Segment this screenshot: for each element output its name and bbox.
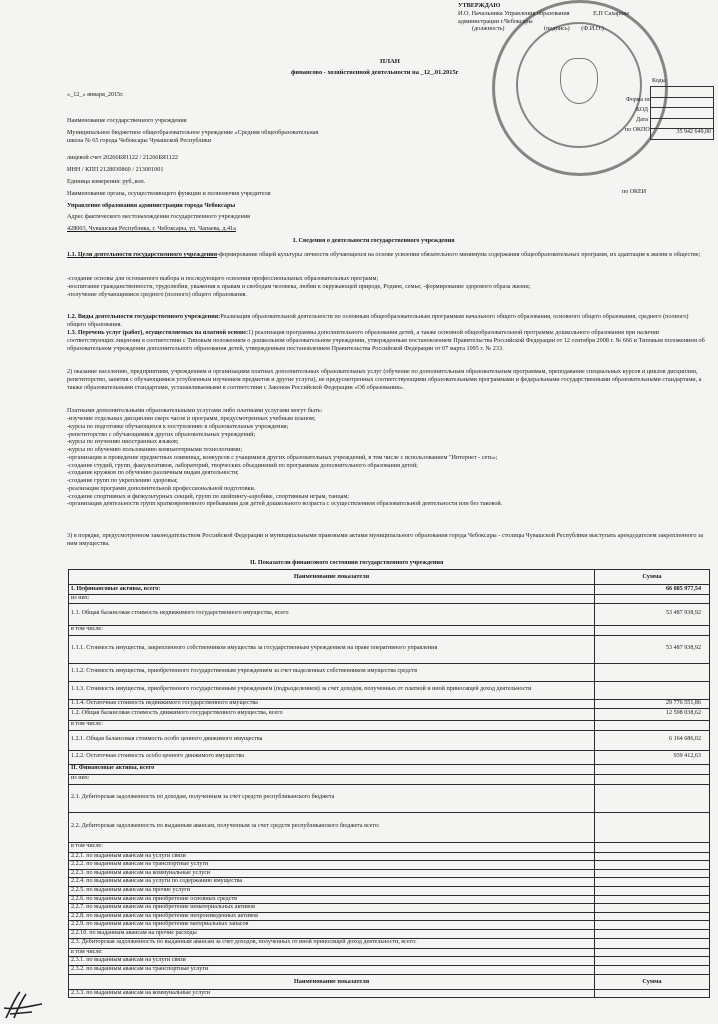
table-row [69,625,710,635]
indicator-value: 939 412,63 [595,750,710,764]
indicator-name: I. Нефинансовые активы, всего: [69,585,595,595]
indicator-value: 53 487 938,92 [595,635,710,663]
goals-item-2: -создание основы для осознанного выбора и последующего освоения профессиональных образовательных программ; [67,275,379,282]
indicator-name: из них: [69,774,595,784]
activities-heading: 1.2. Виды деятельности государственного учреждения: [67,313,221,320]
indicator-value: 12 598 038,62 [595,708,710,720]
section-2-title: II. Показатели финансового состояния государственного учреждения [250,559,444,566]
plan-subtitle: финансово - хозяйственной деятельности на _12_.01.2015г [291,69,459,76]
indicator-name: 2.3.2. по выданным авансам на транспортные услуги [69,965,595,974]
indicator-name: 2.2. Дебиторская задолженность по выданным авансам, полученным за счет средств республиканского бюджета всего: [69,812,595,842]
indicator-value [595,957,710,966]
code-label-date: Дата [636,117,648,123]
table-row [69,764,710,774]
paid-service-item: -курсы по подготовке обучающихся к поступлению в образовательные учреждения; [67,422,289,430]
indicator-name: в том числе: [69,842,595,852]
indicator-value [595,861,710,870]
indicator-value: 66 085 977,54 [595,585,710,595]
inn-kpp: ИНН / КПП 2128030860 / 213001001 [67,166,164,173]
indicator-value [595,921,710,930]
indicator-name: в том числе: [69,948,595,957]
table-row [69,663,710,681]
table-row [69,595,710,604]
section-1-title: I. Сведения о деятельности государственного учреждения [293,237,455,244]
table-row [69,681,710,699]
column-header-sum: Сумма [595,570,710,585]
approval-position-2: администрации г.Чебоксары [458,17,533,25]
institution-name-label: Наименование государственного учреждения [67,117,187,124]
table-row [69,930,710,939]
founder-organ: Управление образования администрации города Чебоксары [67,202,236,209]
indicator-value [595,681,710,699]
indicator-value [595,842,710,852]
table-row-last: 2.3.3. по выданным авансам на коммунальные услуги [69,989,595,998]
paid-services-heading: 1.3. Перечень услуг (работ), осуществляемых на платной основе: [67,329,249,336]
indicator-name: 2.2.3. по выданным авансам на коммунальные услуги [69,869,595,878]
address: 428003, Чувашская Республика, г. Чебоксары, ул. Чапаева, д.41а [67,225,236,232]
paid-service-item: -организация деятельности групп кратковременного пребывания для детей дошкольного возраста с осуществлением образовательной деятельности или без таковой. [67,500,503,508]
paid-service-item: -реализация программ дополнительной профессиональной подготовки. [67,484,256,492]
paid-service-item: -создание студий, групп, факультативов, лабораторий, творческих объединений по программам дополнительного образования детей; [67,461,418,469]
indicator-name: 2.3. Дебиторская задолженность по выданным авансам за счет доходов, полученных от иной приносящей доход деятельности, всего: [69,938,595,948]
indicator-value [595,878,710,887]
column-header-sum-repeat: Сумма [595,974,710,989]
code-label-okpo: по ОКПО [625,127,650,133]
goals-item-3: -воспитание гражданственности, трудолюбия, уважения к правам и свободам человека, любви к окружающей природе, Родине, семье; -формирование здорового образа жизни; [67,283,531,290]
indicator-value [595,965,710,974]
indicator-name: 2.3.1. по выданным авансам на услуги связи [69,957,595,966]
paid-service-item: -курсы по изучению иностранных языков; [67,438,179,446]
code-label-kod: КОД [636,107,648,113]
table-row [69,774,710,784]
approval-block [458,2,629,33]
table-row [69,869,710,878]
table-row [69,957,710,966]
table-row [69,852,710,861]
indicator-name: 2.2.10. по выданным авансам на прочие расходы [69,930,595,939]
table-row [69,812,710,842]
indicator-value [595,948,710,957]
indicator-value [595,930,710,939]
indicator-value [595,784,710,812]
table-row [69,635,710,663]
seal-emblem [560,58,598,104]
indicator-name: 1.1. Общая балансовая стоимость недвижимого государственного имущества, всего [69,603,595,625]
table-row [69,842,710,852]
indicator-value [595,912,710,921]
table-row [69,948,710,957]
table-row [69,965,710,974]
indicator-value [595,887,710,896]
institution-name-line1: Муниципальное бюджетное общеобразовательное учреждение «Средняя общеобразовательная [67,129,319,136]
table-row [69,750,710,764]
indicator-value [595,774,710,784]
table-row [69,708,710,720]
indicator-name: 1.1.3. Стоимость имущества, приобретенного государственным учреждением (подразделением) за счет доходов, полученных от платной и иной приносящей доход деятельности [69,681,595,699]
table-row [69,585,710,595]
approval-position: И.О. Начальника Управления образования [458,9,570,17]
indicator-value [595,625,710,635]
table-row [69,887,710,896]
table-row [69,895,710,904]
paid-service-item: -изучение отдельных дисциплин сверх часов и программ, предусмотренных учебным планом; [67,415,316,422]
indicator-name: 2.2.7. по выданным авансам на приобретение нематериальных активов [69,904,595,913]
paid-service-item: -создание групп по укреплению здоровья; [67,477,178,484]
paid-services-intro: Платными дополнительными образовательными услугами либо платными услугами могут быть: [67,407,323,414]
goals-text: -формирование общей культуры личности обучающихся на основе усвоения обязательного минимума содержания общеобразовательных программ, их адаптация к жизни в обществе; [217,251,701,258]
founder-organ-label: Наименование органа, осуществляющего функции и полномочия учредителя [67,190,271,197]
column-header-name: Наименование показателя [69,570,595,585]
indicator-name: 1.1.4. Остаточная стоимость недвижимого государственного имущества [69,699,595,708]
indicator-name: 2.2.8. по выданным авансам на приобретение непроизведенных активов [69,912,595,921]
unit-of-measure: Единица измерения: руб.,коп. [67,178,146,185]
indicator-value: 29 776 551,86 [595,699,710,708]
approval-title: УТВЕРЖДАЮ [458,2,501,9]
personal-account: лицевой счет 20266БЯ1122 / 21266БЯ1122 [67,154,179,161]
table-row [69,730,710,750]
indicator-name: 2.2.5. по выданным авансам на прочие услуги [69,887,595,896]
paid-service-item: -курсы по обучению пользованию компьютерными технологиями; [67,446,243,453]
indicator-name: 1.2.2. Остаточная стоимость особо ценного движимого имущества [69,750,595,764]
table-row [69,912,710,921]
plan-title: ПЛАН [380,58,400,65]
paid-service-item: -организация и проведение предметных олимпиад, конкурсов с учащимися других образовательных учреждений, в том числе с использованием "Интернет - сеть»; [67,453,498,461]
indicator-name: в том числе: [69,625,595,635]
indicator-value [595,938,710,948]
indicator-name: 1.1.1. Стоимость имущества, закрепленного собственником имущества за государственным учреждением на праве оперативного управления [69,635,595,663]
table-row [69,861,710,870]
paid-service-item: -репетиторство с обучающимися других образовательных учреждений; [67,430,256,438]
indicator-value [595,764,710,774]
indicator-name: 2.2.4. по выданным авансам на услуги по содержанию имущества [69,878,595,887]
paid-service-item: -создание спортивных и физкультурных секций, групп по шейпингу-аэробике, спортивным играм, танцам; [67,492,350,500]
activities-paragraph [67,313,707,329]
indicator-name: 1.1.2. Стоимость имущества, приобретенного государственным учреждением за счет выделенных собственником имущества средств [69,663,595,681]
indicator-name: 1.2. Общая балансовая стоимость движимого государственного имущества, всего [69,708,595,720]
address-label: Адрес фактического местонахождения государственного учреждения [67,213,250,220]
plan-date: «_12_» января_2015г. [67,91,124,98]
indicator-name: 1.2.1. Общая балансовая стоимость особо ценного движимого имущества [69,730,595,750]
table-row [69,603,710,625]
indicator-value: 6 164 686,02 [595,730,710,750]
indicator-name: из них: [69,595,595,604]
indicator-name: 2.1. Дебиторская задолженность по доходам, полученным за счет средств республиканского бюджета [69,784,595,812]
code-label-form: Форма по [626,97,651,103]
table-row [69,720,710,730]
approval-signature-caption: (подпись) [544,25,570,33]
paid-service-item: -создание кружков по обучению различным видам деятельности; [67,469,239,477]
institution-name-line2: школа № 65 города Чебоксары Чувашской Республики [67,137,212,144]
activities-text: Реализация образовательной деятельности по основным общеобразовательным программам начального общего образования, основного общего образования, среднего (полного) общего образования. [67,313,689,328]
indicator-value [595,852,710,861]
code-label-okei: по ОКЕИ [622,189,647,195]
indicator-name: 2.2.6. по выданным авансам на приобретение основных средств [69,895,595,904]
indicator-name: 2.2.1. по выданным авансам на услуги связи [69,852,595,861]
paid-services-item-2: 2) оказание населению, предприятиям, учреждениям и организациям платных дополнительных образовательных услуг (обучение по дополнительным образовательным программам, преподавание специальных курсов и циклов дисциплин, репетиторство, занятия с обучающимися углубленным изучением предметов и другие услуги), не предусмотренных соответствующими образовательными программами и федеральными государственными образовательными стандартами, а также образовательными стандартами, устанавливаемыми в соответствии с Законом Российской Федерации «Об образовании». [67,368,702,391]
table-row [69,784,710,812]
goals-heading: 1.1. Цели деятельности государственного учреждения [67,251,218,258]
column-header-name-repeat: Наименование показателя [69,974,595,989]
table-row [69,878,710,887]
codes-box [650,86,714,140]
indicator-name: 2.2.9. по выданным авансам на приобретение материальных запасов [69,921,595,930]
indicator-value [595,869,710,878]
indicator-name: II. Финансовые активы, всего [69,764,595,774]
indicator-value [595,904,710,913]
table-row [69,938,710,948]
lease-paragraph: 3) в порядке, предусмотренном законодательством Российской Федерации и муниципальными правовыми актами муниципального образования города Чебоксары - столицы Чувашской Республики выступать арендодателем закрепленного за ним имущества. [67,532,704,547]
indicator-name: 2.2.2. по выданным авансам на транспортные услуги [69,861,595,870]
indicator-value [595,895,710,904]
indicator-value [595,812,710,842]
table-row [69,699,710,708]
codes-header: Коды [652,78,666,84]
indicator-value [595,595,710,604]
indicator-name: в том числе: [69,720,595,730]
paid-services-text: 1) реализация программы дополнительного образования детей, а также основной общеобразовательной программы дошкольного образования при наличии соответствующих лицензии в соответствии с Типовым положением о дошкольном образовательном учреждении, утвержденным постановлением Правительства Российской Федерации от 12 сентября 2008 г. № 666 и Типовым положением об образовательном учреждении дополнительного образования детей, утвержденным постановлением Правительства Российской Федерации от 07 марта 1995 г. № 233. [67,329,705,352]
table-row [69,921,710,930]
paid-services-paragraph [67,329,707,352]
approval-position-caption: (должность) [472,25,505,33]
table-row [69,904,710,913]
handwritten-initials [2,988,52,1022]
indicator-value [595,663,710,681]
goals-item-4: -получение обучающимися среднего (полного) общего образования. [67,291,248,298]
goals-paragraph [67,251,707,259]
approval-name-caption: (Ф.И.О.) [581,25,604,33]
indicator-value [595,720,710,730]
approval-person-name: Е.П Сахарова [593,9,629,17]
paid-services-list [67,415,707,508]
okpo-value: 35 942 649,00 [676,129,711,135]
indicator-value: 53 487 938,92 [595,603,710,625]
financial-indicators-table [68,569,710,998]
